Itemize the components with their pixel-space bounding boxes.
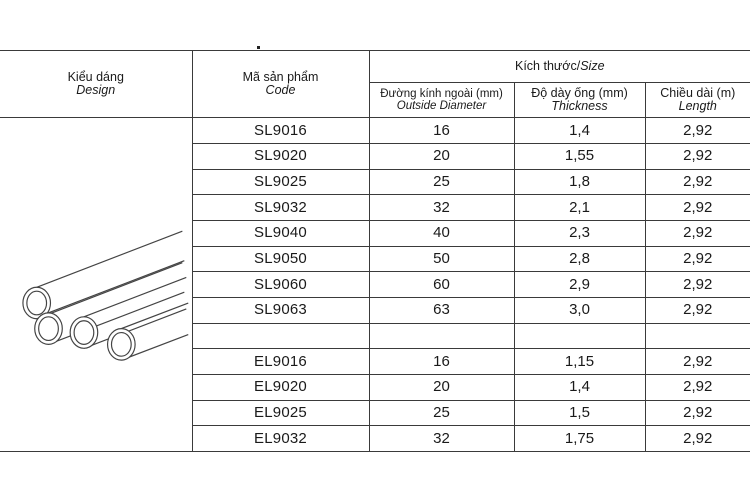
product-code-cell: EL9032 bbox=[192, 426, 369, 452]
length-cell: 2,92 bbox=[645, 220, 750, 246]
length-cell: 2,92 bbox=[645, 349, 750, 375]
code-header-en: Code bbox=[265, 83, 296, 98]
product-code-cell bbox=[192, 323, 369, 349]
outside-diameter-cell: 50 bbox=[369, 246, 514, 272]
code-header-vi: Mã sản phẩm bbox=[242, 70, 319, 85]
design-header bbox=[0, 51, 192, 118]
product-code-cell: EL9025 bbox=[192, 400, 369, 426]
product-code-cell: SL9060 bbox=[192, 272, 369, 298]
size-header-en: Size bbox=[580, 59, 605, 74]
outside-diameter-cell: 20 bbox=[369, 374, 514, 400]
length-cell: 2,92 bbox=[645, 272, 750, 298]
product-code-cell: SL9032 bbox=[192, 195, 369, 221]
thickness-cell: 2,3 bbox=[514, 220, 645, 246]
stray-dot bbox=[257, 46, 260, 49]
code-header bbox=[192, 51, 369, 118]
thickness-cell: 1,4 bbox=[514, 118, 645, 144]
length-cell: 2,92 bbox=[645, 246, 750, 272]
pipes-illustration-icon bbox=[0, 118, 192, 451]
thickness-cell: 3,0 bbox=[514, 297, 645, 323]
outside-diameter-cell: 25 bbox=[369, 169, 514, 195]
thickness-header-en: Thickness bbox=[551, 99, 608, 114]
thickness-cell: 1,75 bbox=[514, 426, 645, 452]
thickness-header-vi: Độ dày ống (mm) bbox=[531, 86, 628, 101]
table-row bbox=[0, 118, 750, 144]
size-header bbox=[369, 51, 750, 83]
design-header-en: Design bbox=[76, 83, 116, 98]
thickness-cell: 2,8 bbox=[514, 246, 645, 272]
thickness-cell: 1,55 bbox=[514, 144, 645, 170]
product-code-cell: SL9016 bbox=[192, 118, 369, 144]
length-cell: 2,92 bbox=[645, 118, 750, 144]
thickness-cell: 1,8 bbox=[514, 169, 645, 195]
length-header bbox=[645, 83, 750, 118]
outside-diameter-cell: 20 bbox=[369, 144, 514, 170]
length-header-vi: Chiều dài (m) bbox=[660, 86, 736, 101]
length-cell: 2,92 bbox=[645, 374, 750, 400]
od-header-en: Outside Diameter bbox=[396, 100, 487, 113]
outside-diameter-cell bbox=[369, 323, 514, 349]
product-code-cell: EL9016 bbox=[192, 349, 369, 375]
size-header-vi: Kích thước/ bbox=[515, 59, 581, 74]
outside-diameter-cell: 40 bbox=[369, 220, 514, 246]
length-cell: 2,92 bbox=[645, 144, 750, 170]
product-code-cell: SL9050 bbox=[192, 246, 369, 272]
outside-diameter-cell: 25 bbox=[369, 400, 514, 426]
outside-diameter-cell: 32 bbox=[369, 195, 514, 221]
outside-diameter-cell: 16 bbox=[369, 118, 514, 144]
design-header-vi: Kiểu dáng bbox=[67, 70, 124, 85]
outside-diameter-cell: 60 bbox=[369, 272, 514, 298]
thickness-cell: 1,15 bbox=[514, 349, 645, 375]
outside-diameter-cell: 63 bbox=[369, 297, 514, 323]
product-spec-table bbox=[0, 50, 750, 452]
thickness-cell: 2,9 bbox=[514, 272, 645, 298]
length-cell: 2,92 bbox=[645, 169, 750, 195]
length-cell bbox=[645, 323, 750, 349]
length-cell: 2,92 bbox=[645, 400, 750, 426]
design-image-cell bbox=[0, 118, 192, 452]
product-code-cell: SL9025 bbox=[192, 169, 369, 195]
od-header bbox=[369, 83, 514, 118]
product-code-cell: SL9063 bbox=[192, 297, 369, 323]
thickness-cell: 1,5 bbox=[514, 400, 645, 426]
product-code-cell: EL9020 bbox=[192, 374, 369, 400]
thickness-cell: 2,1 bbox=[514, 195, 645, 221]
product-code-cell: SL9040 bbox=[192, 220, 369, 246]
length-cell: 2,92 bbox=[645, 426, 750, 452]
length-cell: 2,92 bbox=[645, 297, 750, 323]
product-code-cell: SL9020 bbox=[192, 144, 369, 170]
length-header-en: Length bbox=[678, 99, 717, 114]
length-cell: 2,92 bbox=[645, 195, 750, 221]
outside-diameter-cell: 16 bbox=[369, 349, 514, 375]
outside-diameter-cell: 32 bbox=[369, 426, 514, 452]
thickness-cell bbox=[514, 323, 645, 349]
thickness-cell: 1,4 bbox=[514, 374, 645, 400]
thickness-header bbox=[514, 83, 645, 118]
od-header-vi: Đường kính ngoài (mm) bbox=[380, 88, 503, 101]
